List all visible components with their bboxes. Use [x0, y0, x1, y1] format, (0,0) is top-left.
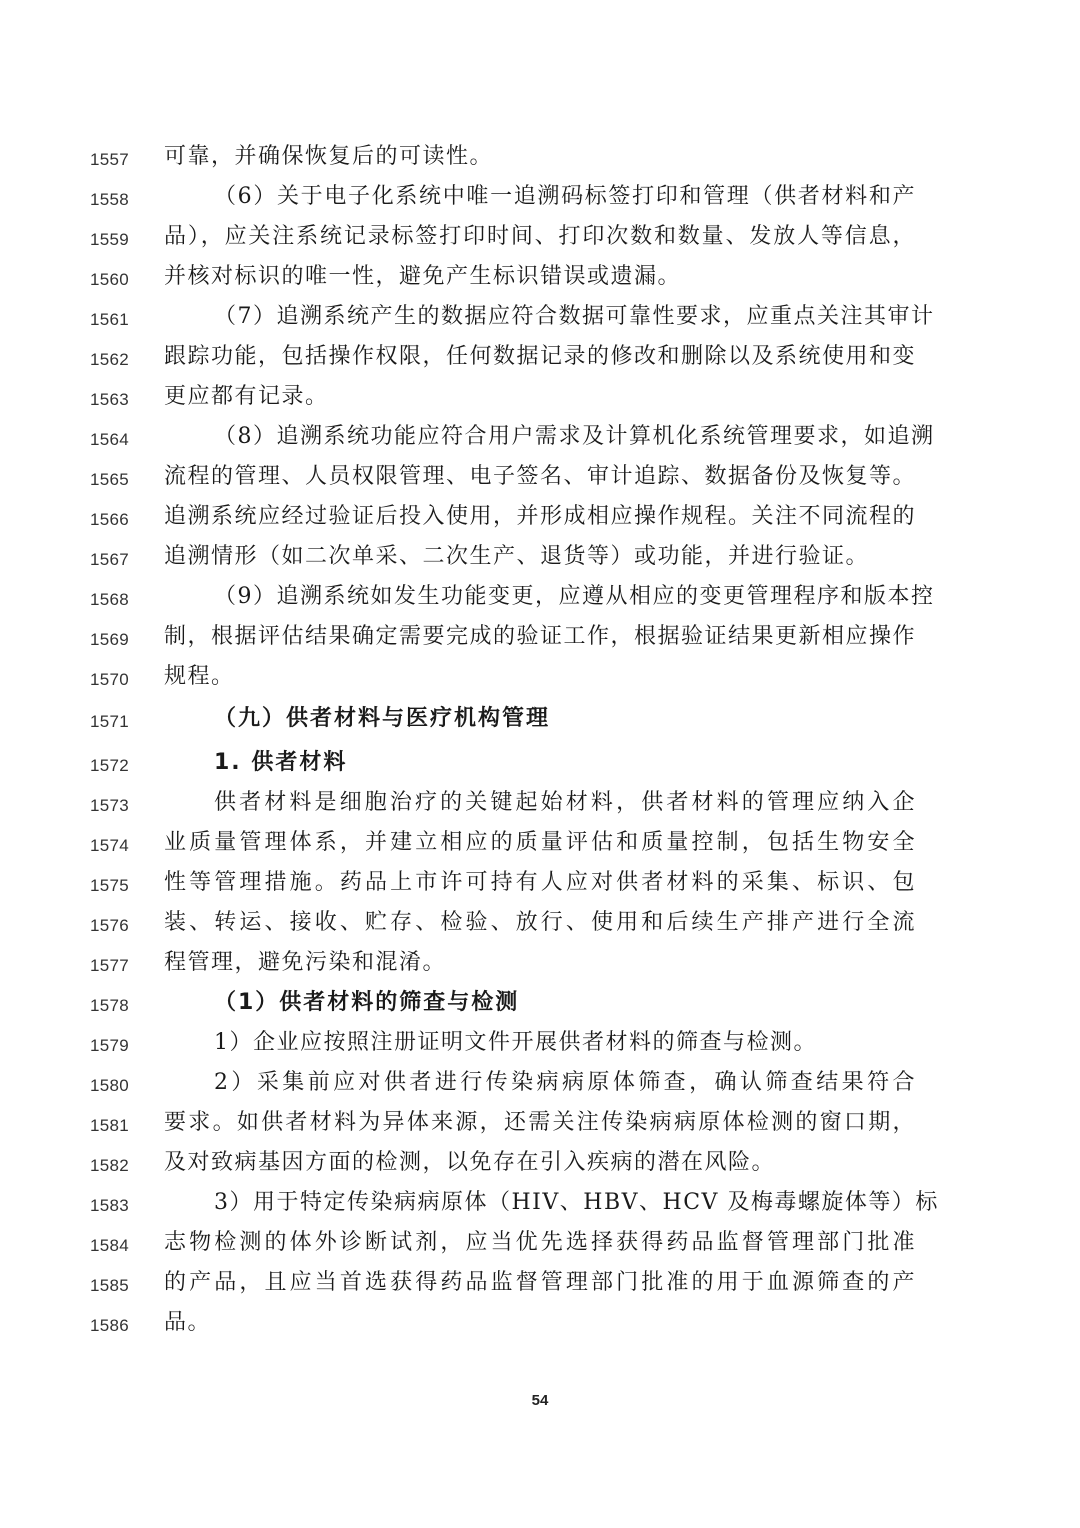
line-number: 1567: [90, 550, 130, 569]
text-line: [0, 657, 1080, 697]
line-text: （7）追溯系统产生的数据应符合数据可靠性要求，应重点关注其审计: [214, 304, 935, 329]
line-text: 要求。如供者材料为异体来源，还需关注传染病病原体检测的窗口期，: [164, 1110, 916, 1135]
text-line: [0, 1023, 1080, 1063]
text-line: [0, 257, 1080, 297]
line-number: 1558: [90, 190, 130, 209]
line-number: 1581: [90, 1116, 130, 1135]
line-number: 1571: [90, 712, 130, 731]
text-line: [0, 1223, 1080, 1263]
text-line: [0, 137, 1080, 177]
line-text: 追溯情形（如二次单采、二次生产、退货等）或功能，并进行验证。: [164, 544, 870, 569]
line-text: 可靠，并确保恢复后的可读性。: [164, 144, 494, 169]
text-line: [0, 823, 1080, 863]
line-text: 流程的管理、人员权限管理、电子签名、审计追踪、数据备份及恢复等。: [164, 464, 917, 489]
subsection-heading: 1. 供者材料: [214, 750, 348, 775]
text-line: [0, 497, 1080, 537]
line-number: 1580: [90, 1076, 130, 1095]
text-line: [0, 1103, 1080, 1143]
line-number: 1578: [90, 996, 130, 1015]
line-text: 跟踪功能，包括操作权限，任何数据记录的修改和删除以及系统使用和变: [164, 344, 917, 369]
text-line: [0, 783, 1080, 823]
line-text: 更应都有记录。: [164, 384, 329, 409]
line-text: 1）企业应按照注册证明文件开展供者材料的筛查与检测。: [214, 1030, 817, 1055]
line-text: （9）追溯系统如发生功能变更，应遵从相应的变更管理程序和版本控: [214, 584, 935, 609]
text-line: [0, 1063, 1080, 1103]
line-number: 1573: [90, 796, 130, 815]
line-number: 1577: [90, 956, 130, 975]
line-number: 1569: [90, 630, 130, 649]
line-number: 1584: [90, 1236, 130, 1255]
line-text: 及对致病基因方面的检测，以免存在引入疾病的潜在风险。: [164, 1150, 776, 1175]
text-line: [0, 537, 1080, 577]
line-text: （6）关于电子化系统中唯一追溯码标签打印和管理（供者材料和产: [214, 184, 916, 209]
line-number: 1583: [90, 1196, 130, 1215]
line-number: 1561: [90, 310, 130, 329]
subsection-heading: （1）供者材料的筛查与检测: [214, 990, 520, 1015]
text-line: [0, 217, 1080, 257]
text-line: [0, 1263, 1080, 1303]
line-number: 1572: [90, 756, 130, 775]
line-text: 的产品，且应当首选获得药品监督管理部门批准的用于血源筛查的产: [164, 1270, 916, 1295]
section-heading-line: [0, 699, 1080, 739]
line-number: 1574: [90, 836, 130, 855]
text-line: [0, 177, 1080, 217]
text-line: [0, 1183, 1080, 1223]
line-text: 装、转运、接收、贮存、检验、放行、使用和后续生产排产进行全流: [164, 910, 916, 935]
line-number: 1586: [90, 1316, 130, 1335]
line-text: 并核对标识的唯一性，避免产生标识错误或遗漏。: [164, 264, 682, 289]
text-line: [0, 943, 1080, 983]
line-number: 1559: [90, 230, 130, 249]
text-line: [0, 577, 1080, 617]
text-line: [0, 377, 1080, 417]
text-line: [0, 1303, 1080, 1343]
line-number: 1566: [90, 510, 130, 529]
line-number: 1576: [90, 916, 130, 935]
text-line: [0, 903, 1080, 943]
line-text: 志物检测的体外诊断试剂，应当优先选择获得药品监督管理部门批准: [164, 1230, 916, 1255]
line-number: 1582: [90, 1156, 130, 1175]
line-text: 3）用于特定传染病病原体（HIV、HBV、HCV 及梅毒螺旋体等）标: [214, 1190, 939, 1215]
line-text: 性等管理措施。药品上市许可持有人应对供者材料的采集、标识、包: [164, 870, 916, 895]
line-number: 1585: [90, 1276, 130, 1295]
subsection-heading-line: [0, 743, 1080, 783]
line-text: 规程。: [164, 664, 235, 689]
line-number: 1564: [90, 430, 130, 449]
line-text: 追溯系统应经过验证后投入使用，并形成相应操作规程。关注不同流程的: [164, 504, 917, 529]
text-line: [0, 1143, 1080, 1183]
line-text: （8）追溯系统功能应符合用户需求及计算机化系统管理要求，如追溯: [214, 424, 935, 449]
section-heading: （九）供者材料与医疗机构管理: [214, 706, 551, 731]
line-number: 1560: [90, 270, 130, 289]
text-line: [0, 863, 1080, 903]
line-text: 供者材料是细胞治疗的关键起始材料，供者材料的管理应纳入企: [214, 790, 916, 815]
text-line: [0, 337, 1080, 377]
line-number: 1570: [90, 670, 130, 689]
line-text: 品。: [164, 1310, 212, 1335]
line-number: 1568: [90, 590, 130, 609]
subsection-heading-line: [0, 983, 1080, 1023]
text-line: [0, 617, 1080, 657]
text-line: [0, 297, 1080, 337]
line-text: 2）采集前应对供者进行传染病病原体筛查，确认筛查结果符合: [214, 1070, 916, 1095]
line-number: 1563: [90, 390, 130, 409]
line-text: 制，根据评估结果确定需要完成的验证工作，根据验证结果更新相应操作: [164, 624, 917, 649]
text-line: [0, 457, 1080, 497]
line-number: 1565: [90, 470, 130, 489]
line-number: 1557: [90, 150, 130, 169]
line-text: 业质量管理体系，并建立相应的质量评估和质量控制，包括生物安全: [164, 830, 916, 855]
line-text: 品），应关注系统记录标签打印时间、打印次数和数量、发放人等信息，: [164, 224, 916, 249]
page-number: 54: [531, 1392, 549, 1409]
line-number: 1562: [90, 350, 130, 369]
line-number: 1579: [90, 1036, 130, 1055]
text-line: [0, 417, 1080, 457]
line-text: 程管理，避免污染和混淆。: [164, 950, 447, 975]
line-number: 1575: [90, 876, 130, 895]
